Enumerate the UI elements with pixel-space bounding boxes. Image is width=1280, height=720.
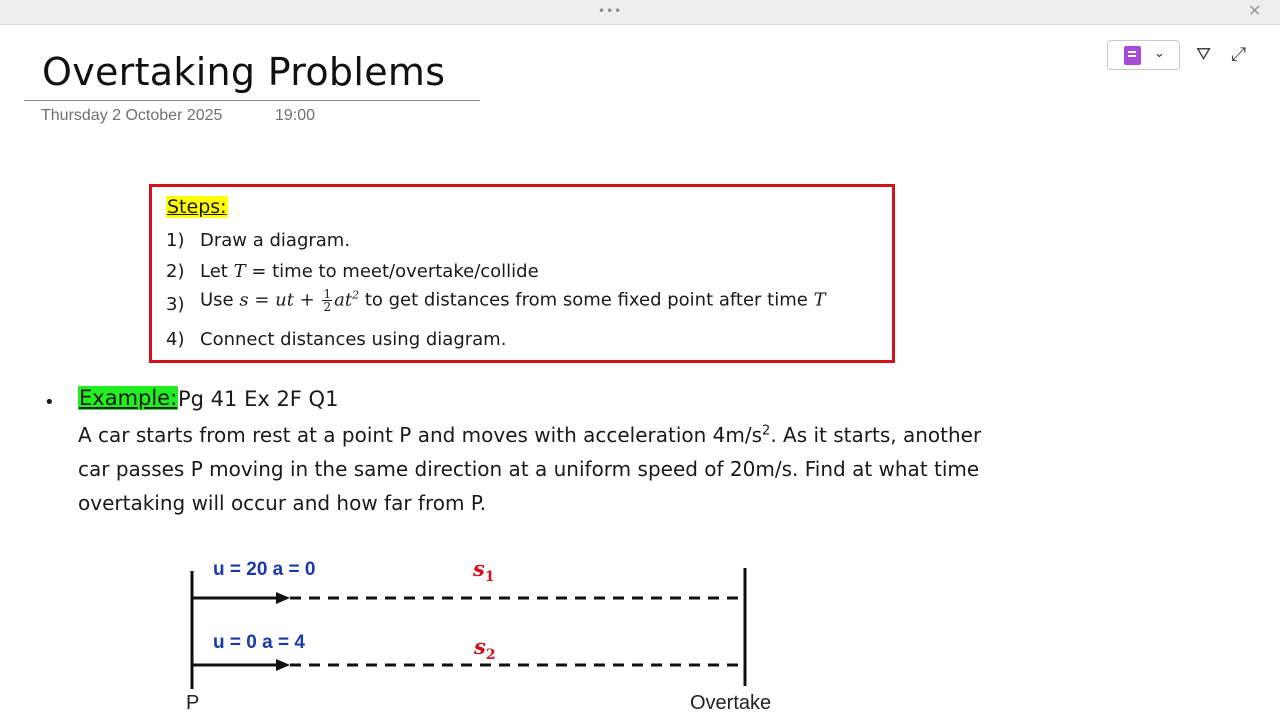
s2-label: [474, 634, 496, 663]
step-number: 4): [166, 329, 185, 350]
step-text: Connect distances using diagram.: [200, 329, 507, 350]
example-label: Example:: [79, 386, 178, 410]
example-reference: Pg 41 Ex 2F Q1: [178, 387, 339, 411]
pen-icon[interactable]: ⛛: [1196, 44, 1212, 65]
page-title[interactable]: Overtaking Problems: [42, 50, 446, 94]
chevron-down-icon: ⌄: [1154, 46, 1165, 61]
step-text-pre: Use: [200, 289, 240, 311]
step-text: Draw a diagram.: [200, 230, 351, 251]
formula-exponent: 2: [352, 288, 360, 302]
close-icon[interactable]: ✕: [1248, 1, 1262, 20]
car2-label: u = 0 a = 4: [213, 632, 305, 653]
math-variable: T: [233, 261, 246, 282]
formula-part: at: [334, 289, 353, 311]
fraction-denominator: 2: [323, 300, 332, 314]
step-number: 1): [166, 230, 185, 251]
example-text-line: car passes P moving in the same direction at a uniform speed of 20m/s. Find at what time: [78, 457, 980, 481]
steps-heading: Steps:: [167, 196, 227, 218]
car2-arrowhead: [276, 659, 290, 671]
example-text: A car starts from rest at a point P and moves with acceleration 4m/s: [78, 423, 763, 447]
fraction-numerator: 1: [323, 287, 332, 301]
superscript: 2: [762, 423, 771, 439]
start-point-label: P: [186, 692, 200, 714]
s1-var: s: [473, 556, 485, 581]
s2-var: s: [474, 634, 486, 659]
page-time: 19:00: [275, 107, 316, 124]
bullet-marker: •: [44, 392, 55, 413]
s1-label: [473, 556, 495, 585]
car1-label: u = 20 a = 0: [213, 559, 316, 580]
drag-handle-icon[interactable]: •••: [598, 4, 623, 18]
formula-part: s = ut +: [239, 289, 321, 311]
s2-subscript: 2: [485, 647, 496, 664]
step-text-post: = time to meet/overtake/collide: [245, 261, 539, 282]
overtake-point-label: Overtake: [690, 692, 772, 714]
car1-arrowhead: [276, 592, 290, 604]
example-text-line: overtaking will occur and how far from P.: [78, 491, 487, 515]
expand-icon[interactable]: ⤢: [1231, 43, 1247, 65]
step-text-post: to get distances from some fixed point after time: [359, 289, 814, 311]
s1-subscript: 1: [484, 569, 495, 586]
step-number: 2): [166, 261, 185, 282]
math-variable: T: [813, 289, 826, 311]
example-text: . As it starts, another: [770, 423, 982, 447]
step-text-pre: Let: [200, 261, 234, 282]
page-date: Thursday 2 October 2025: [41, 107, 223, 124]
step-number: 3): [166, 294, 185, 315]
